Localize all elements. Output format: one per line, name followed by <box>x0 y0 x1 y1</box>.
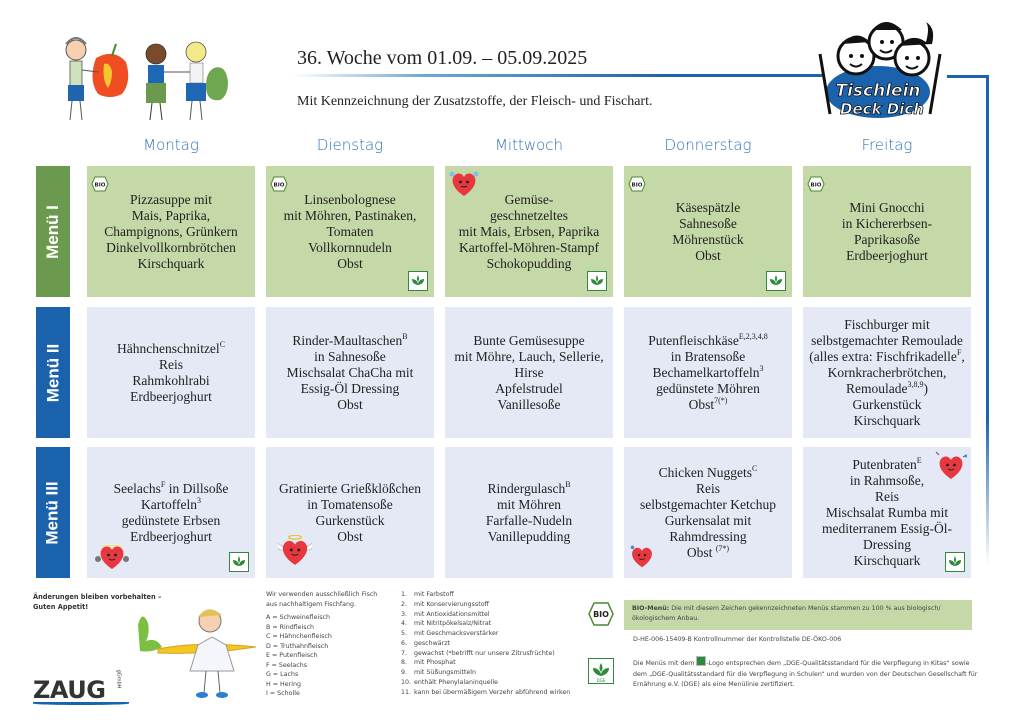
bio-menu-text: Die mit diesem Zeichen gekennzeichneten Menüs stammen zu 100 % aus biologisch/ökologischem Anbau. <box>632 605 941 622</box>
menu-cell-1-dienstag <box>266 166 434 297</box>
additive-text: mit Süßungsmitteln <box>414 669 477 676</box>
additive-code: E,2,3,4,8 <box>738 331 768 341</box>
svg-text:Tischlein: Tischlein <box>835 81 921 101</box>
page-subtitle: Mit Kennzeichnung der Zusatzstoffe, der Fleisch- und Fischart. <box>297 94 653 109</box>
menu-cell-2-dienstag <box>266 307 434 438</box>
dish-text <box>114 481 229 545</box>
dish-line-text: Kirschquark <box>137 255 205 271</box>
border-line-right <box>986 75 989 565</box>
dish-line-text: Hähnchenschnitzel <box>116 340 220 356</box>
svg-text:Deck Dich: Deck Dich <box>840 100 924 118</box>
additive-text: geschwärzt <box>414 639 450 647</box>
dish-line <box>459 208 600 224</box>
dish-line-text: Vollkornnudeln <box>308 239 392 255</box>
dish-line <box>486 481 572 497</box>
dish-line <box>809 349 965 365</box>
dish-line <box>117 373 225 389</box>
dge-mini-icon <box>696 656 706 666</box>
dish-line <box>104 240 237 256</box>
dish-text <box>640 465 776 561</box>
dge-logo-icon <box>587 271 607 291</box>
additive-code: 3 <box>759 363 764 373</box>
dish-text <box>822 457 952 569</box>
dish-line <box>672 200 743 216</box>
dish-text <box>672 200 743 264</box>
dge-logo-icon <box>408 271 428 291</box>
dish-text <box>486 481 572 545</box>
additive-item <box>401 600 570 610</box>
page-title: 36. Woche vom 01.09. – 05.09.2025 <box>297 47 588 69</box>
additive-number: 11. <box>401 688 412 696</box>
control-number: D-HE-006-15409-B Kontrollnummer der Kontrollstelle DE-ÖKO-006 <box>633 636 842 643</box>
dish-line <box>459 240 600 256</box>
dish-text <box>117 341 225 405</box>
appetite-note-line: Guten Appetit! <box>33 603 89 611</box>
bio-seal-text: BIO <box>273 182 285 189</box>
heart-mascot-icon <box>95 541 129 571</box>
additive-item <box>401 639 570 649</box>
dish-line-text: Möhrenstück <box>672 231 744 247</box>
day-header-donnerstag: Donnerstag <box>664 136 752 154</box>
menu-cell-3-montag <box>87 447 255 578</box>
dish-line-text: (alles extra: Fischfrikadelle <box>809 348 957 364</box>
dish-line-text: Kornkracherbrötchen, <box>827 364 947 380</box>
additive-code: 3,8,9 <box>907 379 924 389</box>
dish-line-text: gedünstete Erbsen <box>121 512 221 528</box>
meat-type-item: C = Hähnchenfleisch <box>266 633 332 640</box>
dish-line <box>640 465 776 481</box>
dish-line <box>842 248 932 264</box>
dish-line-text: Dinkelvollkornbrötchen <box>106 239 236 255</box>
menu-label-2 <box>36 307 70 438</box>
additive-item <box>401 649 570 659</box>
dish-line-text: in Rahmsoße, <box>849 472 925 488</box>
dish-line-text: Hirse <box>514 364 544 380</box>
dish-text <box>842 200 932 264</box>
dish-line <box>454 349 603 365</box>
additive-number: 8. <box>401 659 408 667</box>
dish-line <box>287 365 414 381</box>
additive-text: mit Phosphat <box>414 659 456 667</box>
dish-line-text: Käsespätzle <box>675 199 741 215</box>
dish-line-text: Gemüse- <box>504 191 554 207</box>
dish-line <box>454 381 603 397</box>
dish-line <box>640 497 776 513</box>
additive-number: 4. <box>401 620 408 628</box>
dish-line-text: Putenfleischkäse <box>648 332 739 348</box>
dish-line <box>114 497 229 513</box>
dish-line-text: Kartoffel-Möhren-Stampf <box>459 239 599 255</box>
dish-line-text: Kirschquark <box>853 412 921 428</box>
dish-line-text: Gratinierte Grießklößchen <box>278 480 422 496</box>
dish-line <box>459 224 600 240</box>
kids-illustration <box>28 28 228 128</box>
dish-line-text: Obst <box>337 255 363 271</box>
dish-line-text: Bunte Gemüsesuppe <box>473 332 585 348</box>
dish-line <box>454 397 603 413</box>
additive-code: (7*) <box>715 543 730 553</box>
dish-line-text: Seelachs <box>113 480 161 496</box>
additive-number: 5. <box>401 630 408 637</box>
additive-code: 7(*) <box>714 395 728 405</box>
dish-line-text: Reis <box>695 480 720 496</box>
dish-line-text: Paprikasoße <box>854 231 920 247</box>
fish-intro-line: aus nachhaltigem Fischfang. <box>266 600 356 608</box>
additive-item <box>401 658 570 668</box>
menu-cell-1-freitag <box>803 166 971 297</box>
additive-item <box>401 678 570 688</box>
dish-line <box>842 200 932 216</box>
dish-line-text: Reis <box>158 356 183 372</box>
bio-seal-text: BIO <box>631 182 643 189</box>
meat-type-item: F = Seelachs <box>266 661 307 669</box>
dish-line <box>284 192 417 208</box>
dish-line-text: gedünstete Möhren <box>656 380 760 396</box>
dge-logo-icon <box>229 552 249 572</box>
dish-line-text: mit Mais, Erbsen, Paprika <box>458 223 600 239</box>
menu-cell-2-montag <box>87 307 255 438</box>
additive-code: B <box>565 479 571 489</box>
additive-text: mit Geschmacksverstärker <box>414 630 499 637</box>
bio-seal-icon <box>807 176 825 192</box>
additive-code: E <box>916 455 922 465</box>
dish-line-suffix: , <box>961 348 965 364</box>
additive-item <box>401 619 570 629</box>
dish-line-text: Apfelstrudel <box>495 380 563 396</box>
menu-label-1 <box>36 166 70 297</box>
dish-line-text: Dressing <box>863 536 911 552</box>
menu-cell-2-mittwoch <box>445 307 613 438</box>
dish-line-text: Rinder-Maultaschen <box>292 332 403 348</box>
title-divider <box>292 74 822 77</box>
dish-line <box>287 349 414 365</box>
dge-logo-icon <box>588 658 614 684</box>
dish-line <box>648 333 768 349</box>
dish-line <box>454 365 603 381</box>
dish-line-text: Champignons, Grünkern <box>104 223 238 239</box>
fish-intro-line: Wir verwenden ausschließlich Fisch <box>266 591 378 598</box>
dish-line-text: Sahnesoße <box>679 215 737 231</box>
additive-text: kann bei übermäßigem Verzehr abführend wirken <box>414 688 571 696</box>
dish-line <box>284 240 417 256</box>
dish-line-text: Erdbeerjoghurt <box>846 247 928 263</box>
dge-info <box>633 656 978 691</box>
dish-line-text: Chicken Nuggets <box>658 464 752 480</box>
additive-number: 1. <box>401 591 408 598</box>
dish-line <box>114 513 229 529</box>
dish-line-text: Rahmdressing <box>669 528 747 544</box>
bio-seal-icon <box>588 602 614 626</box>
dish-line <box>104 192 237 208</box>
dish-line-text: in Bratensoße <box>670 348 746 364</box>
additive-number: 3. <box>401 610 408 618</box>
dish-line-text: mediterranem Essig-Öl- <box>821 520 953 536</box>
additive-number: 7. <box>401 649 408 657</box>
menu-cell-1-donnerstag <box>624 166 792 297</box>
dish-text <box>459 192 600 272</box>
dish-line <box>822 505 952 521</box>
additive-code: B <box>402 331 408 341</box>
dish-line <box>114 481 229 497</box>
dish-line <box>486 529 572 545</box>
dish-line-text: Obst <box>695 247 721 263</box>
dish-line-text: mit Möhren <box>496 496 562 512</box>
dish-line <box>822 553 952 569</box>
additive-item <box>401 629 570 639</box>
dge-info-text: -Logo entsprechen dem „DGE-Qualitätsstandard für die Verpflegung in Kitas“ sowie dem „DGE-Qualitätsstandard für die Verpflegung in Schulen“ und wurden von der Deutschen Gesellschaft für Ernährung e.V. (DGE) als eine Menülinie zertifiziert. <box>633 660 978 688</box>
tischlein-deck-dich-logo <box>806 14 956 124</box>
brand-name: ZAUG <box>33 676 106 704</box>
additive-text: mit Antioxidationsmittel <box>414 610 490 618</box>
dish-line-text: Kirschquark <box>853 552 921 568</box>
additive-code: C <box>219 339 226 349</box>
additive-number: 9. <box>401 669 408 676</box>
additive-item <box>401 668 570 678</box>
dish-line-text: Pizzasuppe mit <box>129 191 213 207</box>
bio-seal-text: BIO <box>810 182 822 189</box>
dish-line <box>672 232 743 248</box>
dish-line <box>648 381 768 397</box>
dish-line <box>672 248 743 264</box>
menu-label-text: Menü I <box>43 204 62 259</box>
meat-type-item: E = Putenfleisch <box>266 652 318 659</box>
dish-line-text: Fischburger mit <box>844 316 930 332</box>
dish-line-text: Mischsalat ChaCha mit <box>286 364 414 380</box>
additive-item <box>401 610 570 620</box>
dish-line <box>809 365 965 381</box>
dish-text <box>287 333 414 413</box>
dish-line <box>648 349 768 365</box>
dish-line <box>104 224 237 240</box>
border-line-top <box>947 75 989 78</box>
additive-code: 3 <box>196 495 201 505</box>
dish-line <box>648 397 768 413</box>
dish-line-text: Obst <box>337 528 363 544</box>
menu-label-text: Menü III <box>43 480 62 545</box>
menu-cell-3-mittwoch <box>445 447 613 578</box>
bio-menu-label: BIO-Menü: <box>632 605 670 612</box>
dish-text <box>104 192 237 272</box>
bio-seal-icon <box>628 176 646 192</box>
dish-line-text: Mais, Paprika, <box>131 207 211 223</box>
additive-number: 2. <box>401 600 408 608</box>
dish-line-text: selbstgemachter Ketchup <box>639 496 777 512</box>
dish-line <box>104 208 237 224</box>
dish-line <box>279 529 421 545</box>
dish-line-text: Remoulade <box>846 380 908 396</box>
dish-line <box>486 513 572 529</box>
dish-line-text: Mini Gnocchi <box>849 199 925 215</box>
day-header-dienstag: Dienstag <box>316 136 384 154</box>
additive-code: F <box>956 347 962 357</box>
dish-line <box>822 457 952 473</box>
menu-cell-3-freitag <box>803 447 971 578</box>
dish-line <box>640 545 776 561</box>
dish-line <box>117 389 225 405</box>
day-header-freitag: Freitag <box>861 136 913 154</box>
dish-line <box>287 333 414 349</box>
dish-line <box>640 529 776 545</box>
dish-line-text: Gurkenstück <box>315 512 385 528</box>
dish-line <box>809 413 965 429</box>
meat-type-item: B = Rindfleisch <box>266 623 315 631</box>
dish-line-text: Vanillepudding <box>487 528 571 544</box>
dish-line <box>287 381 414 397</box>
menu-label-3 <box>36 447 70 578</box>
dish-line <box>809 333 965 349</box>
dish-line-text: in Kichererbsen- <box>841 215 933 231</box>
dish-line <box>486 497 572 513</box>
dish-text <box>454 333 603 413</box>
dish-line-text: Essig-Öl Dressing <box>300 380 400 396</box>
bio-menu-info <box>624 600 972 630</box>
dish-line-text: Erdbeerjoghurt <box>130 388 212 404</box>
dish-line <box>822 521 952 537</box>
menu-cell-1-montag <box>87 166 255 297</box>
bio-seal-icon <box>270 176 288 192</box>
additive-code: F <box>160 479 166 489</box>
dish-line <box>809 317 965 333</box>
bio-seal-text: BIO <box>94 182 106 189</box>
dish-line <box>809 397 965 413</box>
additive-item <box>401 590 570 600</box>
day-header-montag: Montag <box>143 136 199 154</box>
dish-line-text: in Tomatensoße <box>307 496 393 512</box>
additive-text: enthält Phenylalaninquelle <box>414 678 498 686</box>
dish-line <box>640 513 776 529</box>
additive-text: mit Konservierungsstoff <box>414 600 489 608</box>
dish-text <box>648 333 768 413</box>
changes-note-line: Änderungen bleiben vorbehalten – <box>33 593 162 601</box>
dish-text <box>809 317 965 429</box>
meat-type-item: G = Lachs <box>266 671 299 678</box>
dish-line <box>117 357 225 373</box>
dish-line <box>104 256 237 272</box>
dish-line <box>842 232 932 248</box>
dish-line-text: mit Möhre, Lauch, Sellerie, <box>454 348 604 364</box>
dge-info-text: Die Menüs mit dem <box>633 660 697 667</box>
dish-line-text: geschnetzeltes <box>490 207 568 223</box>
bio-seal-text: BIO <box>593 610 609 619</box>
dish-line <box>822 489 952 505</box>
girl-with-carrot-illustration <box>128 605 258 705</box>
dge-logo-text: DGE <box>596 678 606 683</box>
dish-line-text: Reis <box>874 488 899 504</box>
dish-line-text: selbstgemachter Remoulade <box>811 332 963 348</box>
additives-legend <box>401 590 570 697</box>
additive-number: 10. <box>401 678 412 686</box>
dish-line <box>287 397 414 413</box>
additive-text: mit Nitritpökelsalz/Nitrat <box>414 620 492 628</box>
dish-text <box>284 192 417 272</box>
dish-line <box>284 208 417 224</box>
meat-type-item: A = Schweinefleisch <box>266 614 330 621</box>
dish-line <box>279 481 421 497</box>
dish-line-text: in Sahnesoße <box>314 348 386 364</box>
dish-line-text: Mischsalat Rumba mit <box>825 504 949 520</box>
dish-line-text: Erdbeerjoghurt <box>130 528 212 544</box>
dish-line-suffix: ) <box>923 380 928 396</box>
menu-cell-2-freitag <box>803 307 971 438</box>
additive-item <box>401 688 570 698</box>
dish-line-text: Obst <box>337 396 363 412</box>
meat-type-item: H = Hering <box>266 680 301 688</box>
dish-line <box>284 224 417 240</box>
dish-line <box>114 529 229 545</box>
dish-line <box>279 513 421 529</box>
dish-line <box>822 537 952 553</box>
meat-type-item: D = Truthahnfleisch <box>266 642 329 650</box>
dish-line-text: Obst <box>688 396 715 412</box>
dish-line-text: Vanillesoße <box>497 396 561 412</box>
dish-line <box>117 341 225 357</box>
dish-line <box>640 481 776 497</box>
menu-cell-2-donnerstag <box>624 307 792 438</box>
dish-line-text: Obst <box>686 544 716 560</box>
dish-line <box>842 216 932 232</box>
zaug-logo <box>33 669 143 710</box>
day-header-mittwoch: Mittwoch <box>494 136 564 154</box>
dish-line-text: Farfalle-Nudeln <box>485 512 573 528</box>
dish-line-text: Schokopudding <box>486 255 572 271</box>
dish-line <box>648 365 768 381</box>
dish-line-text: Tomaten <box>326 223 374 239</box>
dish-line <box>809 381 965 397</box>
dish-line <box>672 216 743 232</box>
brand-suffix: gGmbH <box>115 669 122 689</box>
dish-line-text: Rindergulasch <box>487 480 566 496</box>
menu-cell-3-donnerstag <box>624 447 792 578</box>
dish-line <box>459 192 600 208</box>
dish-line <box>454 333 603 349</box>
dish-line-text: Gurkensalat mit <box>664 512 752 528</box>
additive-text: mit Farbstoff <box>414 591 454 598</box>
meat-type-item: I = Scholle <box>266 690 300 697</box>
dish-line <box>459 256 600 272</box>
meat-fish-legend <box>266 590 377 699</box>
dish-line-text: Linsenbolognese <box>304 191 396 207</box>
dge-logo-icon <box>766 271 786 291</box>
dish-line-text: Kartoffeln <box>141 496 197 512</box>
dish-line <box>284 256 417 272</box>
dish-text <box>279 481 421 545</box>
dish-line-suffix: in Dillsoße <box>165 480 229 496</box>
bio-seal-icon <box>91 176 109 192</box>
dish-line-text: Putenbraten <box>852 456 917 472</box>
dish-line-text: mit Möhren, Pastinaken, <box>283 207 417 223</box>
additive-number: 6. <box>401 639 408 647</box>
dish-line-text: Gurkenstück <box>852 396 922 412</box>
dish-line-text: Rahmkohlrabi <box>132 372 210 388</box>
menu-label-text: Menü II <box>43 343 62 402</box>
additive-code: C <box>752 463 758 473</box>
dish-line <box>822 473 952 489</box>
menu-cell-1-mittwoch <box>445 166 613 297</box>
dish-line <box>279 497 421 513</box>
menu-cell-3-dienstag <box>266 447 434 578</box>
dish-line-text: Bechamelkartoffeln <box>652 364 760 380</box>
additive-text: gewachst (*betrifft nur unsere Zitrusfrüchte) <box>414 649 555 657</box>
